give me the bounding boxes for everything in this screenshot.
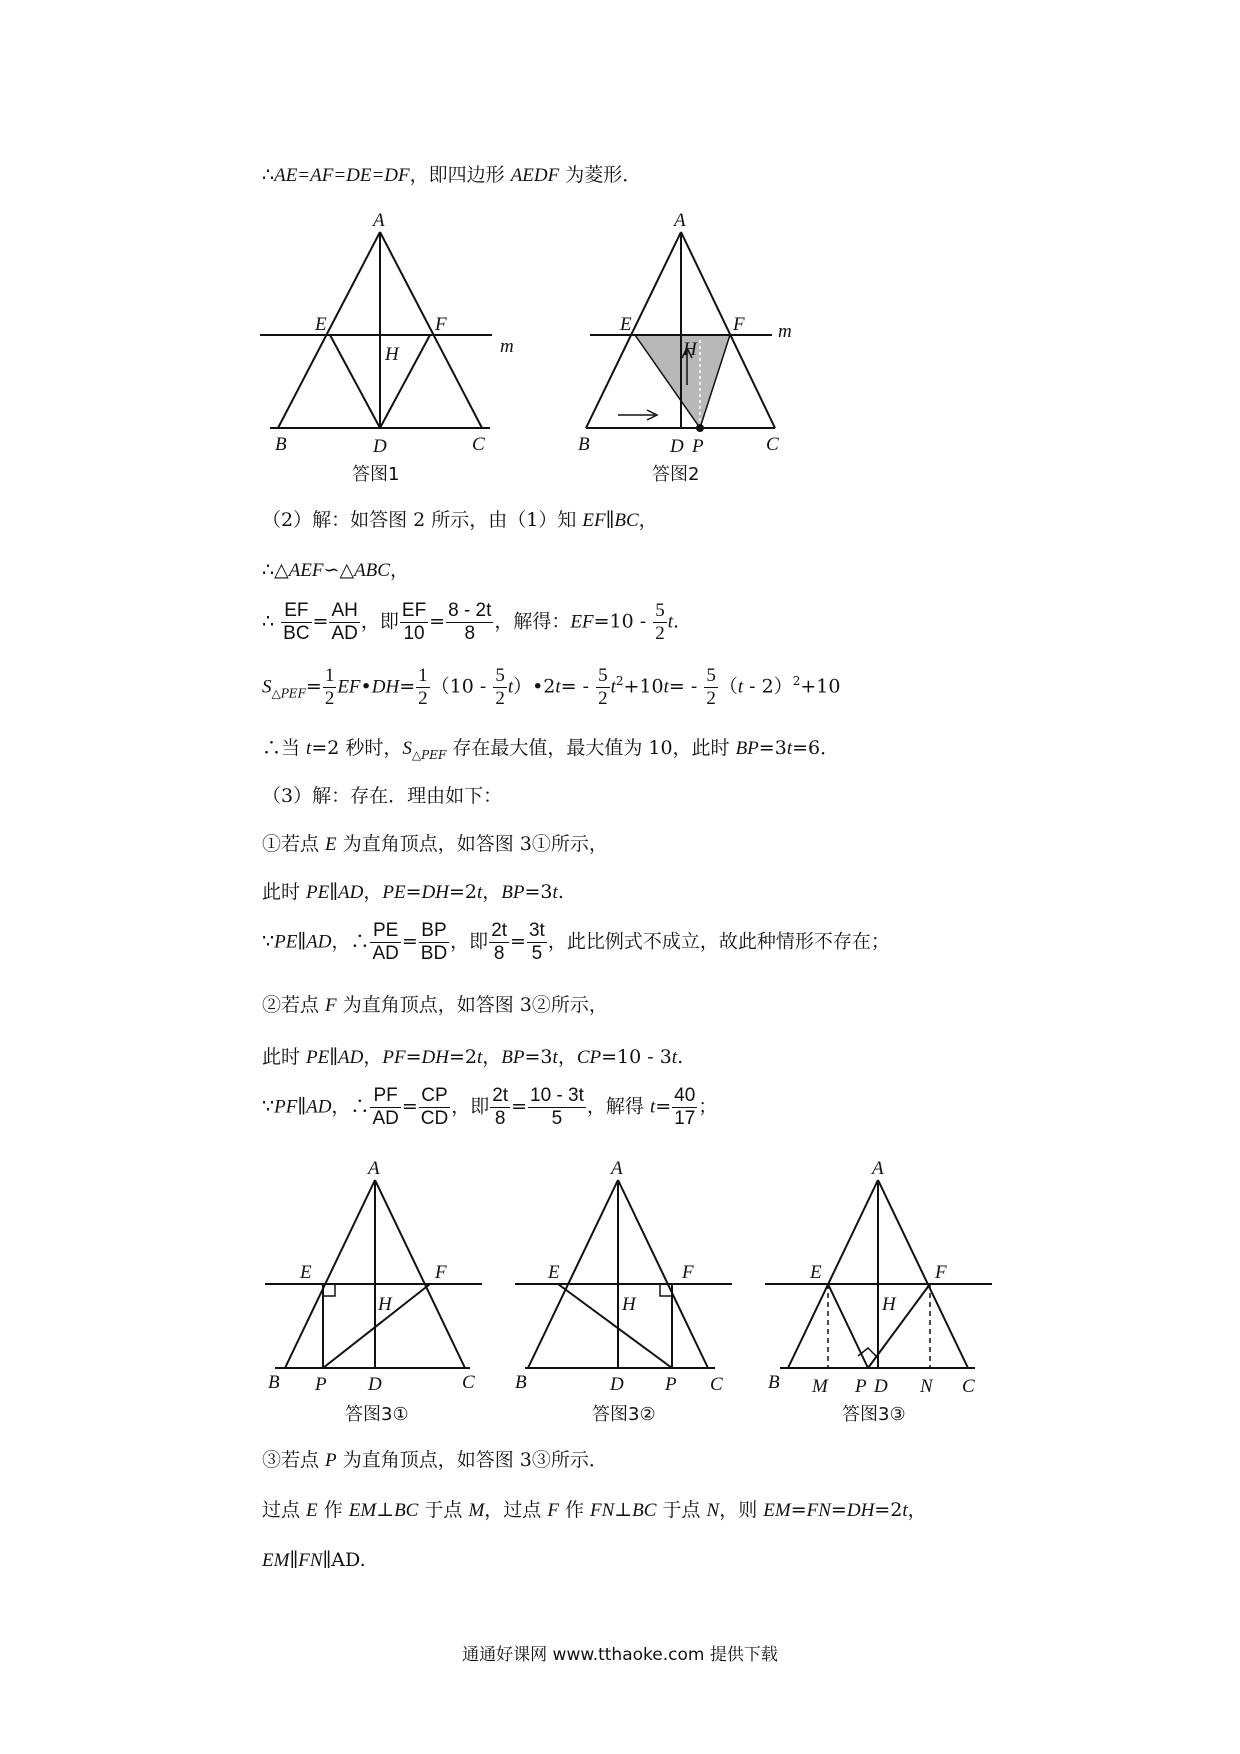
fraction [672, 1085, 697, 1130]
equals: = [399, 675, 416, 698]
label-C: C [462, 1372, 475, 1393]
figure-answer-3-2 [510, 1158, 740, 1428]
parallel-symbol: ∥ [322, 1549, 332, 1571]
parallel-symbol: ∥ [329, 881, 339, 903]
text: 作 [558, 1499, 591, 1521]
text: 作 [317, 1499, 349, 1521]
text: （ [718, 675, 738, 698]
numerator: 1 [324, 665, 335, 686]
label-B: B [515, 1372, 527, 1393]
text: 为直角顶点，如答图 3②所示， [336, 994, 608, 1016]
label-F: F [435, 314, 447, 335]
denominator: 8 [464, 623, 476, 644]
figure-answer-3-1 [260, 1158, 490, 1428]
text: ）•2 [513, 675, 556, 698]
text-line-4 [262, 600, 679, 645]
page-footer: 通通好课网 www.tthaoke.com 提供下载 [462, 1645, 778, 1665]
segment: BC [614, 510, 639, 531]
text: （3）解：存在．理由如下： [262, 785, 503, 807]
quad-name: AEDF [510, 165, 560, 186]
variable: t [552, 1047, 558, 1068]
numerator: 1 [418, 665, 428, 686]
numerator: PF [370, 1085, 400, 1108]
fraction [528, 1085, 586, 1130]
label-P: P [692, 436, 704, 457]
text-line-5 [262, 665, 840, 710]
text: ，∴ [331, 1095, 370, 1118]
text: = - [560, 675, 596, 698]
label-A: A [373, 210, 385, 231]
segment: PE [382, 882, 406, 903]
text: ，解得： [494, 610, 571, 633]
segment: AD [338, 1047, 364, 1068]
text: 过点 [262, 1499, 307, 1521]
label-C: C [472, 434, 485, 455]
text: - 2） [743, 675, 793, 698]
text: ，即四边形 [409, 164, 511, 186]
segment: FN [590, 1500, 615, 1521]
text: ，此比例式不成立，故此种情形不存在； [547, 930, 890, 953]
fraction [527, 920, 547, 965]
segment: AD [338, 882, 364, 903]
text: . [677, 1046, 684, 1068]
label-B: B [768, 1372, 780, 1393]
figure-answer-2 [570, 210, 820, 490]
variable: t [610, 676, 616, 698]
label-B: B [578, 434, 590, 455]
fraction [490, 1085, 510, 1130]
denominator: AD [331, 623, 358, 644]
text: ， [482, 881, 502, 903]
label-A: A [872, 1158, 884, 1179]
area-symbol: S [262, 676, 272, 698]
text: ①若点 [262, 833, 326, 855]
denominator: 8 [494, 1108, 506, 1129]
denominator: AD [372, 943, 399, 964]
denominator: AD [372, 1108, 399, 1129]
point: E [306, 1500, 318, 1521]
variable: t [902, 1500, 908, 1521]
text: ， [389, 559, 409, 581]
label-D: D [610, 1374, 624, 1395]
denominator: 2 [324, 688, 335, 709]
text: =2 [448, 881, 477, 903]
numerator: CP [419, 1085, 450, 1108]
equals: = [405, 881, 422, 903]
text: ， [363, 881, 383, 903]
text: ，即 [360, 610, 399, 633]
variable: t [663, 676, 669, 698]
parallel-symbol: ∥ [297, 930, 307, 953]
text: =3 [524, 1046, 553, 1068]
point: E [325, 834, 337, 855]
text: 存在最大值，最大值为 10，此时 [446, 737, 736, 759]
variable: t [306, 738, 312, 759]
label-B: B [275, 434, 287, 455]
text: 此时 [262, 881, 307, 903]
text-line-3 [262, 555, 409, 586]
numerator: EF [401, 600, 427, 621]
segment: DH [371, 676, 400, 698]
triangle: AEF [288, 560, 324, 581]
parallel-symbol: ∥ [605, 509, 615, 531]
segment: EM [763, 1500, 791, 1521]
figure-answer-3-3 [760, 1158, 1000, 1428]
fraction [370, 1085, 400, 1130]
text: 为直角顶点，如答图 3③所示． [336, 1449, 608, 1471]
segment: EF [570, 611, 594, 633]
denominator: 2 [598, 688, 608, 709]
label-H: H [378, 1294, 392, 1315]
text: 此时 [262, 1046, 307, 1068]
text-line-6 [262, 733, 839, 770]
label-A: A [674, 210, 686, 231]
variable: t [737, 676, 744, 698]
fraction [323, 665, 337, 710]
text-line-14 [262, 1445, 608, 1476]
label-D: D [874, 1376, 888, 1397]
segment: AD [331, 1549, 360, 1571]
label-C: C [766, 434, 779, 455]
text-line-1 [262, 160, 641, 191]
label-E: E [300, 1262, 312, 1283]
label-P: P [315, 1374, 327, 1395]
equals: = [830, 1499, 847, 1521]
text: ，∴ [331, 930, 370, 953]
segment: PF [382, 1047, 406, 1068]
numerator: 40 [674, 1085, 696, 1106]
segment: AD [306, 931, 332, 953]
point: N [706, 1500, 720, 1521]
label-H: H [882, 1294, 896, 1315]
segment: DH [846, 1500, 875, 1521]
dot: • [360, 675, 372, 698]
equals: = [510, 930, 526, 953]
fraction [416, 665, 430, 710]
text: （2）解：如答图 2 所示，由（1）知 [262, 509, 583, 531]
text: ； [698, 1095, 718, 1118]
fraction [329, 600, 359, 645]
numerator: 2t [492, 1085, 509, 1106]
numerator: 8 - 2t [448, 600, 492, 621]
numerator: AH [331, 600, 358, 621]
variable: t [671, 1047, 678, 1068]
label-H: H [622, 1294, 636, 1315]
text: = - [668, 675, 704, 698]
variable: t [477, 1047, 483, 1068]
label-B: B [268, 1372, 280, 1393]
label-D: D [670, 436, 684, 457]
text: . [557, 881, 564, 903]
denominator: 2 [706, 688, 716, 709]
label-C: C [962, 1376, 975, 1397]
caption: 答图2 [652, 464, 700, 485]
variable: t [786, 738, 793, 759]
segment: AD [306, 1096, 332, 1118]
point: F [325, 995, 337, 1016]
denominator: 2 [495, 688, 505, 709]
label-E: E [315, 314, 327, 335]
perp-symbol: ⊥ [376, 1499, 395, 1521]
denominator: 5 [531, 943, 543, 964]
text: 为直角顶点，如答图 3①所示， [336, 833, 608, 855]
segment: PE [306, 1047, 330, 1068]
label-C: C [710, 1374, 723, 1395]
segment: DH [421, 882, 449, 903]
numerator: BP [419, 920, 449, 943]
text: ， [482, 1046, 502, 1068]
segment: EF [582, 510, 606, 531]
variable: t [667, 611, 674, 633]
label-M: M [812, 1376, 828, 1397]
text-line-15 [262, 1495, 927, 1526]
numerator: PE [370, 920, 400, 943]
segment: CP [576, 1047, 602, 1068]
segment: FN [806, 1500, 831, 1521]
segment: PF [274, 1096, 298, 1118]
caption: 答图1 [352, 464, 400, 485]
segment: FN [298, 1550, 323, 1571]
caption: 答图3③ [842, 1404, 906, 1425]
denominator: 17 [674, 1108, 696, 1129]
variable: t [477, 882, 483, 903]
because-symbol: ∵ [262, 1095, 275, 1118]
point: P [325, 1450, 337, 1471]
similar-symbol: ∽△ [323, 559, 355, 581]
equals: = [655, 1095, 672, 1118]
because-symbol: ∵ [262, 930, 275, 953]
caption: 答图3② [592, 1404, 656, 1425]
fraction [704, 665, 718, 710]
text: =6． [792, 737, 840, 759]
subscript: △PEF [271, 686, 306, 701]
label-D: D [368, 1374, 382, 1395]
label-F: F [435, 1262, 447, 1283]
text: 于点 [418, 1499, 469, 1521]
text: ， [907, 1499, 927, 1521]
caption: 答图3① [345, 1404, 409, 1425]
text: 为菱形． [559, 164, 642, 186]
label-P: P [855, 1376, 867, 1397]
text: =3 [758, 737, 787, 759]
text: ，过点 [484, 1499, 548, 1521]
fraction [596, 665, 610, 710]
fraction [653, 600, 667, 645]
segment: BP [501, 882, 525, 903]
segment: BC [632, 1500, 657, 1521]
text: ③若点 [262, 1449, 326, 1471]
label-P: P [665, 1374, 677, 1395]
text: ，即 [450, 930, 489, 953]
fraction [281, 600, 311, 645]
variable: t [555, 676, 561, 698]
numerator: 5 [706, 665, 716, 686]
text-line-11 [262, 990, 608, 1021]
text: =2 [874, 1499, 903, 1521]
equals: = [405, 1046, 422, 1068]
text: +10 [800, 675, 841, 698]
label-m: m [778, 321, 792, 342]
numerator: 5 [495, 665, 505, 686]
text-line-10 [262, 920, 890, 965]
text: （10 - [430, 675, 493, 698]
label-F: F [733, 314, 745, 335]
segment: BC [394, 1500, 419, 1521]
parallel-symbol: ∥ [289, 1549, 299, 1571]
text: ②若点 [262, 994, 326, 1016]
text: ， [363, 1046, 383, 1068]
denominator: 8 [493, 943, 505, 964]
text: . [673, 610, 680, 633]
text: =3 [524, 881, 553, 903]
text-line-9 [262, 877, 564, 908]
label-A: A [611, 1158, 623, 1179]
point: M [468, 1500, 485, 1521]
text: . [359, 1549, 366, 1571]
fraction [400, 600, 428, 645]
right-arrow-icon [618, 410, 657, 420]
segment: BP [501, 1047, 525, 1068]
numerator: 2t [491, 920, 508, 941]
text: ， [638, 509, 658, 531]
perp-symbol: ⊥ [614, 1499, 633, 1521]
text: =10 - [593, 610, 653, 633]
segment: DH [421, 1047, 449, 1068]
label-E: E [548, 1262, 560, 1283]
label-E: E [620, 314, 632, 335]
label-H: H [385, 344, 399, 365]
text: ，即 [451, 1095, 490, 1118]
parallel-symbol: ∥ [329, 1046, 339, 1068]
variable: t [507, 676, 514, 698]
text-line-7 [262, 781, 502, 811]
exponent: 2 [792, 674, 801, 689]
denominator: 10 [403, 623, 425, 644]
text: 于点 [656, 1499, 707, 1521]
subscript: △PEF [411, 747, 447, 762]
text: ，解得 [586, 1095, 650, 1118]
equals: = [401, 930, 418, 953]
text: ∴当 [262, 737, 307, 759]
denominator: 2 [418, 688, 428, 709]
label-D: D [373, 436, 387, 457]
denominator: BD [420, 943, 448, 964]
therefore-symbol: ∴ [262, 164, 275, 186]
text-line-2 [262, 505, 658, 536]
variable: t [552, 882, 558, 903]
equals: = [511, 1095, 528, 1118]
label-m: m [500, 336, 514, 357]
equals: = [312, 610, 329, 633]
numerator: 10 - 3t [530, 1085, 584, 1106]
equals: = [790, 1499, 807, 1521]
denominator: BC [283, 623, 310, 644]
segment: EM [262, 1550, 290, 1571]
fraction [419, 1085, 450, 1130]
segment: EM [348, 1500, 377, 1521]
denominator: 5 [551, 1108, 563, 1129]
text: =2 [448, 1046, 477, 1068]
label-H: H [683, 339, 697, 360]
text-line-13 [262, 1085, 717, 1130]
label-F: F [682, 1262, 694, 1283]
denominator: CD [420, 1108, 449, 1129]
equality-expr: AE=AF=DE=DF [274, 165, 410, 186]
segment: PE [274, 931, 298, 953]
fraction [419, 920, 449, 965]
segment: BP [735, 738, 759, 759]
numerator: 5 [598, 665, 608, 686]
text-line-12 [262, 1042, 683, 1073]
equals: = [429, 610, 446, 633]
numerator: EF [281, 600, 311, 623]
segment: EF [337, 676, 361, 698]
text: ，则 [719, 1499, 764, 1521]
label-N: N [920, 1376, 933, 1397]
parallel-symbol: ∥ [297, 1095, 307, 1118]
fraction [446, 600, 493, 645]
fraction [493, 665, 507, 710]
label-E: E [810, 1262, 822, 1283]
text: =2 秒时， [311, 737, 403, 759]
numerator: 3t [528, 920, 545, 941]
area-symbol: S [402, 738, 412, 759]
equals: = [401, 1095, 418, 1118]
fraction [370, 920, 400, 965]
point-P-dot [696, 424, 704, 432]
text: +10 [623, 675, 664, 698]
equals: = [305, 675, 322, 698]
segment: PE [306, 882, 330, 903]
text: ， [557, 1046, 577, 1068]
text-line-8 [262, 829, 608, 860]
text: ∴△ [262, 559, 289, 581]
text: =10 - 3 [601, 1046, 672, 1068]
exponent: 2 [615, 674, 624, 689]
label-A: A [368, 1158, 380, 1179]
label-F: F [935, 1262, 947, 1283]
text-line-16 [262, 1545, 366, 1576]
figure-answer-1 [260, 210, 530, 490]
point: F [547, 1500, 559, 1521]
text: ∴ [262, 610, 275, 633]
fraction [489, 920, 509, 965]
variable: t [649, 1096, 656, 1118]
triangle: ABC [354, 560, 390, 581]
denominator: 2 [655, 623, 665, 644]
numerator: 5 [655, 600, 665, 621]
